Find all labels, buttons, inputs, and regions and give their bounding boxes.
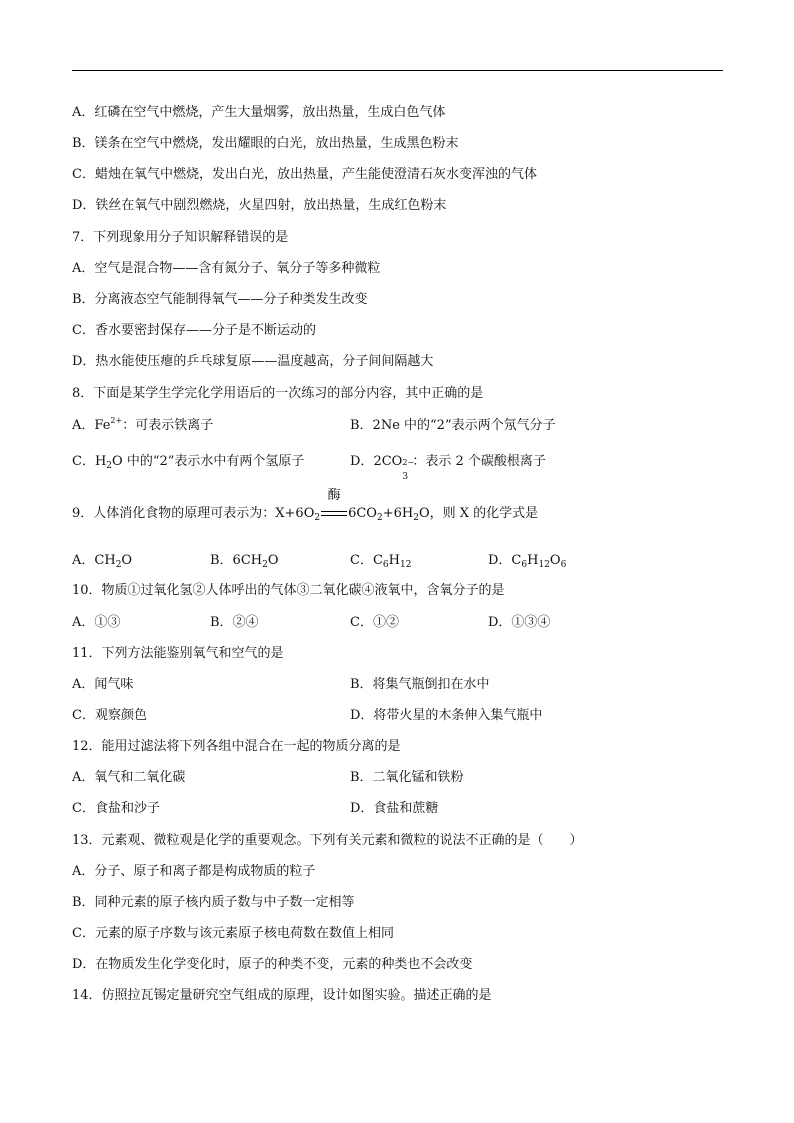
q6-option-a: A．红磷在空气中燃烧，产生大量烟雾，放出热量，生成白色气体 [72,105,446,120]
q10-option-a: A．①③ [72,615,121,630]
q10-stem: 10．物质①过氧化氢②人体呼出的气体③二氧化碳④液氧中，含氧分子的是 [72,583,505,598]
q9-option-b: B．$6CH_2O$ [210,553,279,570]
q13-option-d: D．在物质发生化学变化时，原子的种类不变，元素的种类也不会改变 [72,957,473,972]
q6-option-b: B．镁条在空气中燃烧，发出耀眼的白光，放出热量，生成黑色粉末 [72,136,459,151]
q6-option-d: D．铁丝在氧气中剧烈燃烧，火星四射，放出热量，生成红色粉末 [72,198,447,213]
q13-option-a: A．分子、原子和离子都是构成物质的粒子 [72,864,316,879]
q8-option-b: B．2Ne 中的“2”表示两个氖气分子 [350,418,556,433]
q12-option-d: D．食盐和蔗糖 [350,801,439,816]
q10-option-b: B．②④ [210,615,259,630]
q8-option-d: D．2CO 2− 3 ：表示 2 个碳酸根离子 [350,454,546,482]
q12-option-c: C．食盐和沙子 [72,801,160,816]
q13-option-c: C．元素的原子序数与该元素原子核电荷数在数值上相同 [72,926,394,941]
q9-option-a: A．$CH_2O$ [72,553,133,570]
q8-option-a: A．$Fe^{2+}$：可表示铁离子 [72,416,214,433]
q6-option-c: C．蜡烛在氧气中燃烧，发出白光，放出热量，产生能使澄清石灰水变浑浊的气体 [72,167,537,182]
q11-option-d: D．将带火星的木条伸入集气瓶中 [350,708,543,723]
q12-stem: 12．能用过滤法将下列各组中混合在一起的物质分离的是 [72,739,401,754]
q11-option-c: C．观察颜色 [72,708,147,723]
q12-option-a: A．氧气和二氧化碳 [72,770,186,785]
q11-stem: 11．下列方法能鉴别氧气和空气的是 [72,646,284,661]
q7-option-d: D．热水能使压瘪的乒乓球复原——温度越高，分子间间隔越大 [72,354,434,369]
q9-option-d: D．$C_6H_{12}O_6$ [488,553,567,570]
q9-stem: 9．人体消化食物的原理可表示为：$X+6O_2$ 酶 $6CO_2+6H_2O$，则 X 的化学式是 [72,488,539,523]
q11-option-b: B．将集气瓶倒扣在水中 [350,677,490,692]
q7-option-c: C．香水要密封保存——分子是不断运动的 [72,323,316,338]
q7-option-b: B．分离液态空气能制得氧气——分子种类发生改变 [72,292,368,307]
header-rule [72,70,723,71]
q9-option-c: C．$C_6H_{12}$ [350,553,412,570]
q14-stem: 14．仿照拉瓦锡定量研究空气组成的原理，设计如图实验。描述正确的是 [72,988,492,1003]
q13-stem: 13．元素观、微粒观是化学的重要观念。下列有关元素和微粒的说法不正确的是（ ） [72,833,583,848]
q7-stem: 7．下列现象用分子知识解释错误的是 [72,230,289,245]
q12-option-b: B．二氧化锰和铁粉 [350,770,464,785]
q7-option-a: A．空气是混合物——含有氮分子、氧分子等多种微粒 [72,261,381,276]
q8-option-c: C．$H_2O$ 中的“2”表示水中有两个氢原子 [72,454,305,471]
q8-stem: 8．下面是某学生学完化学用语后的一次练习的部分内容，其中正确的是 [72,386,484,401]
q11-option-a: A．闻气味 [72,677,134,692]
enzyme-label: 酶 [327,488,341,503]
q10-option-d: D．①③④ [488,615,551,630]
q10-option-c: C．①② [350,615,399,630]
q13-option-b: B．同种元素的原子核内质子数与中子数一定相等 [72,895,355,910]
